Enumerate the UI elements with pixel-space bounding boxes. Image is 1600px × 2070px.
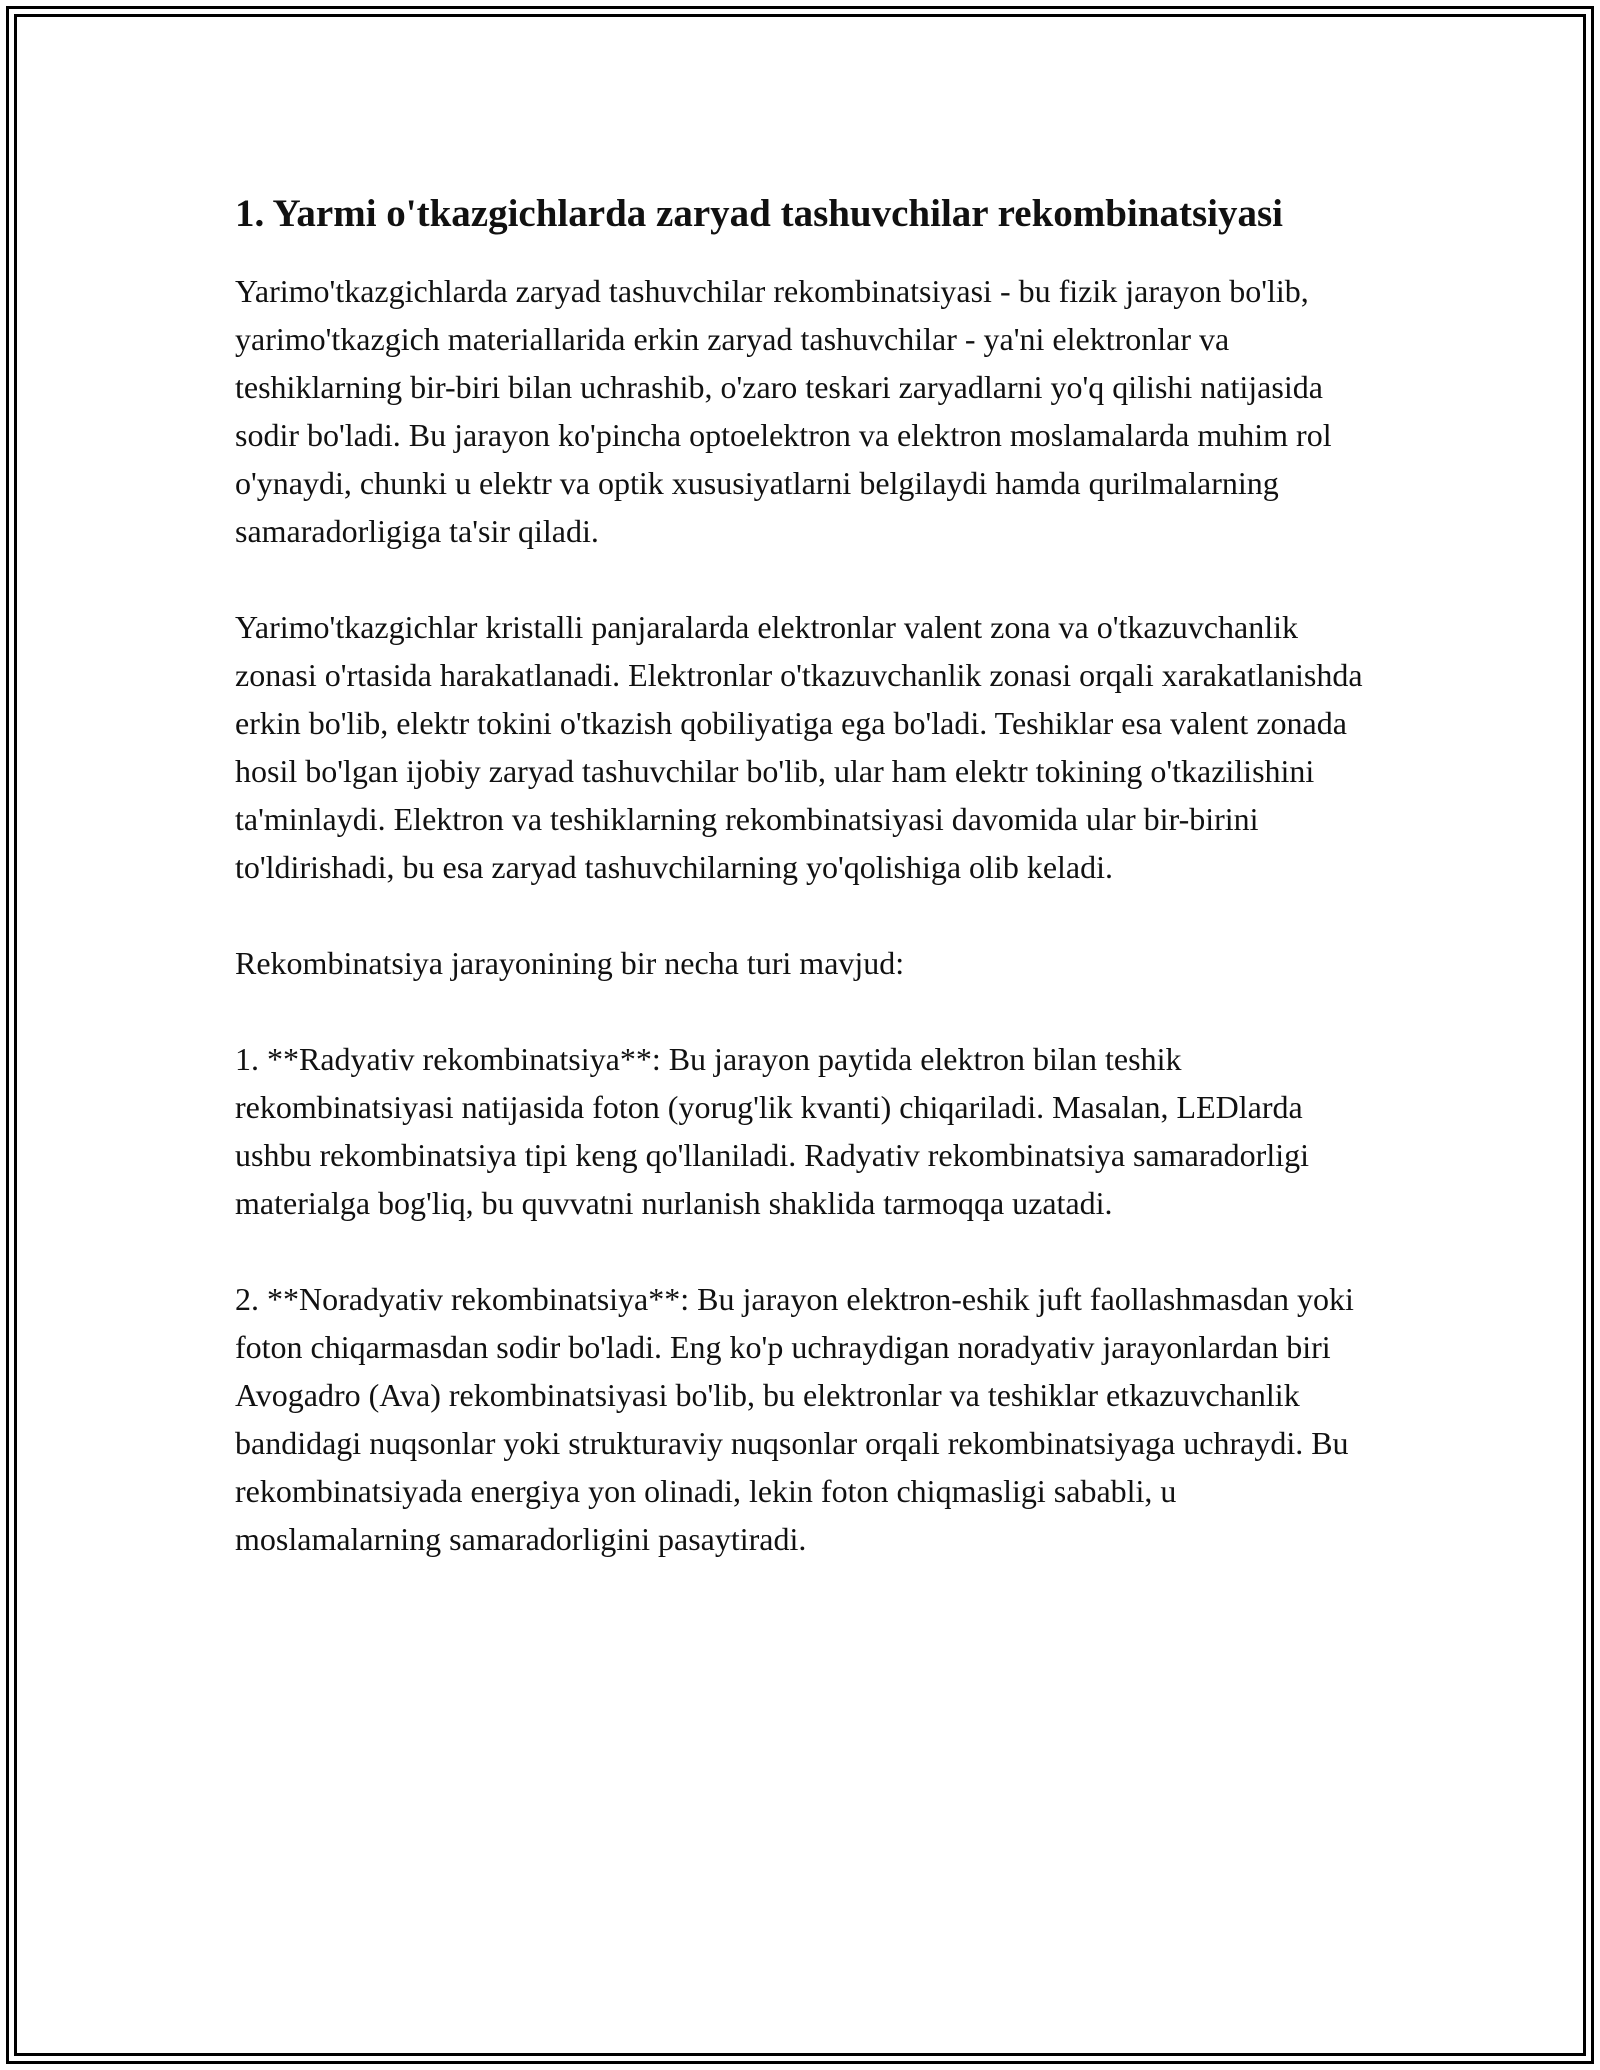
document-body [235, 185, 1380, 1611]
list-item-nonradiative: 2. **Noradyativ rekombinatsiya**: Bu jarayon elektron-eshik juft faollashmasdan yoki foton chiqarmasdan sodir bo'ladi. Eng ko'p uchraydigan noradyativ jarayonlardan biri Avogadro (Ava) rekombinatsiyasi bo'lib, bu elektronlar va teshiklar etkazuvchanlik bandidagi nuqsonlar yoki strukturaviy nuqsonlar orqali rekombinatsiyaga uchraydi. Bu rekombinatsiyada energiya yon olinadi, lekin foton chiqmasligi sababli, u moslamalarning samaradorligini pasaytiradi. [235, 1281, 1354, 1557]
list-item-radiative: 1. **Radyativ rekombinatsiya**: Bu jarayon paytida elektron bilan teshik rekombinatsiyasi natijasida foton (yorug'lik kvanti) chiqariladi. Masalan, LEDlarda ushbu rekombinatsiya tipi keng qo'llaniladi. Radyativ rekombinatsiya samaradorligi materialga bog'liq, bu quvvatni nurlanish shaklida tarmoqqa uzatadi. [235, 1041, 1309, 1221]
document-title: 1. Yarmi o'tkazgichlarda zaryad tashuvchilar rekombinatsiyasi [235, 192, 1283, 235]
paragraph-types-intro: Rekombinatsiya jarayonining bir necha turi mavjud: [235, 945, 905, 981]
paragraph-intro: Yarimo'tkazgichlarda zaryad tashuvchilar rekombinatsiyasi - bu fizik jarayon bo'lib, yarimo'tkazgich materiallarida erkin zaryad tashuvchilar - ya'ni elektronlar va teshiklarning bir-biri bilan uchrashib, o'zaro teskari zaryadlarni yo'q qilishi natijasida sodir bo'ladi. Bu jarayon ko'pincha optoelektron va elektron moslamalarda muhim rol o'ynaydi, chunki u elektr va optik xususiyatlarni belgilaydi hamda qurilmalarning samaradorligiga ta'sir qiladi. [235, 273, 1332, 549]
paragraph-crystal-lattice: Yarimo'tkazgichlar kristalli panjaralarda elektronlar valent zona va o'tkazuvchanlik zonasi o'rtasida harakatlanadi. Elektronlar o'tkazuvchanlik zonasi orqali xarakatlanishda erkin bo'lib, elektr tokini o'tkazish qobiliyatiga ega bo'ladi. Teshiklar esa valent zonada hosil bo'lgan ijobiy zaryad tashuvchilar bo'lib, ular ham elektr tokining o'tkazilishini ta'minlaydi. Elektron va teshiklarning rekombinatsiyasi davomida ular bir-birini to'ldirishadi, bu esa zaryad tashuvchilarning yo'qolishiga olib keladi. [235, 609, 1363, 885]
